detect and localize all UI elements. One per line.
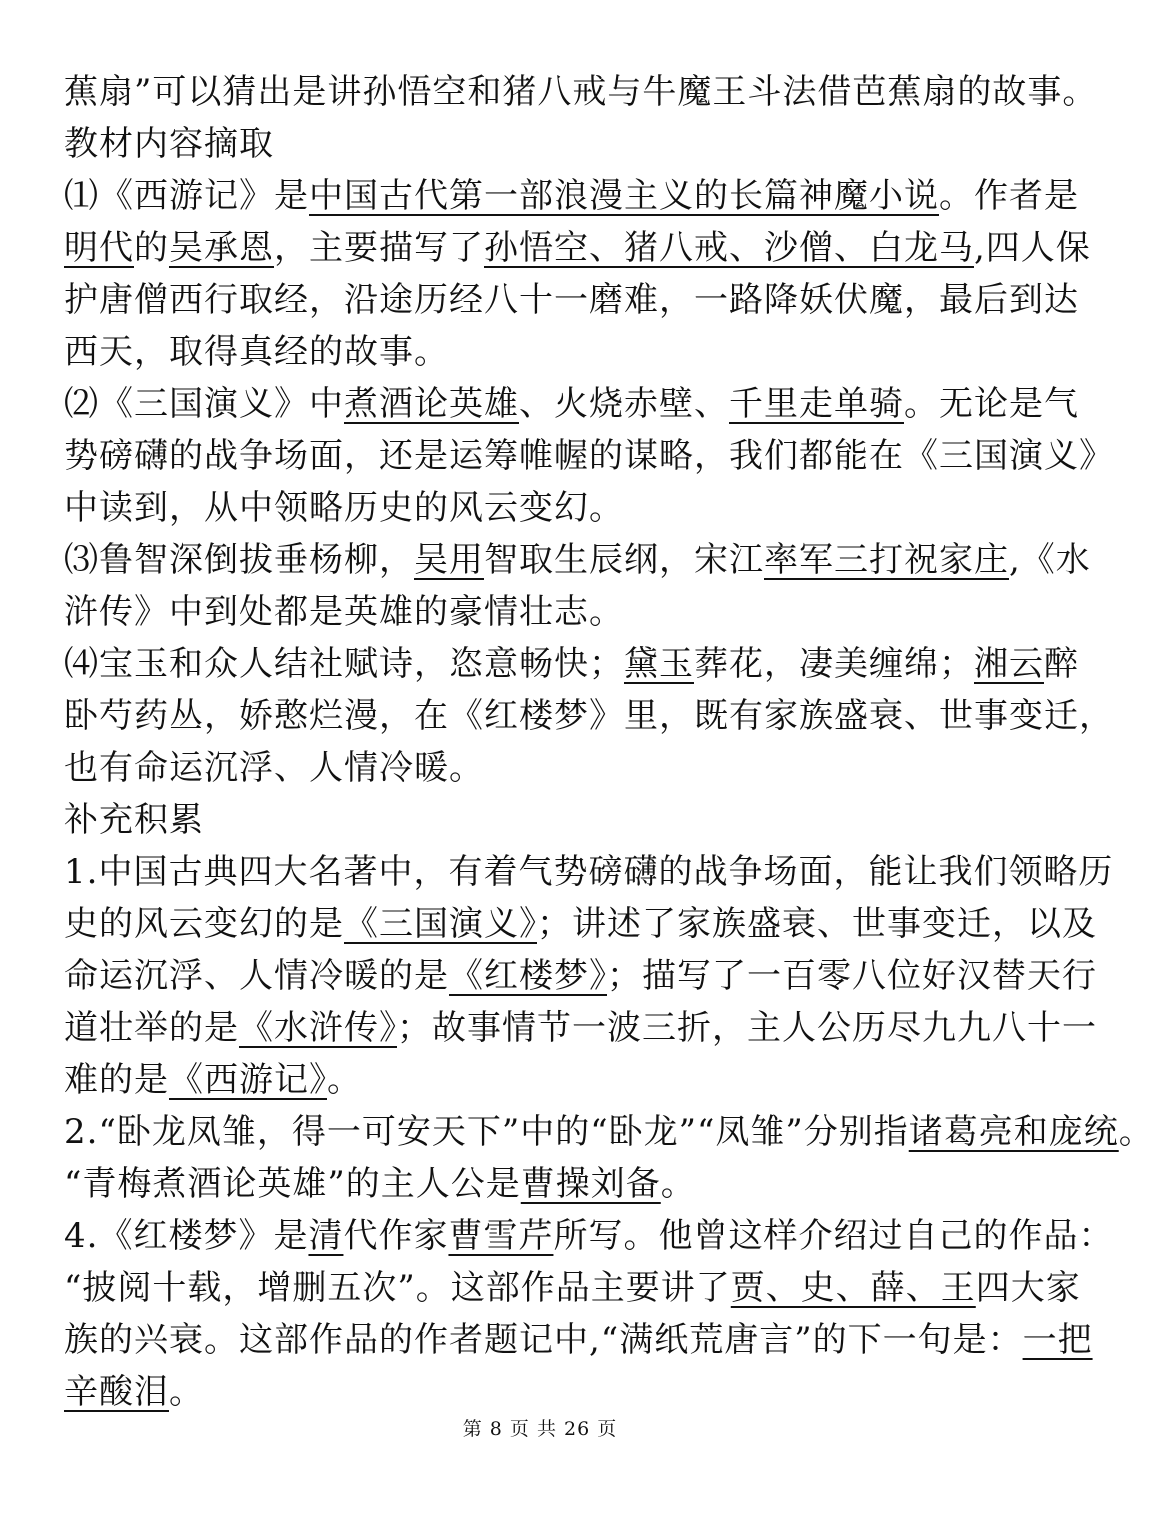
underlined-answer: 吴用 xyxy=(414,540,484,580)
text-segment: 护唐僧西行取经，沿途历经八十一磨难，一路降妖伏魔，最后到达 xyxy=(64,280,1079,320)
text-line xyxy=(64,586,1020,638)
underlined-answer: 千里走单骑 xyxy=(729,384,904,424)
underlined-answer: 曹雪芹 xyxy=(448,1216,554,1256)
text-segment: “披阅十载，增删五次”。这部作品主要讲了 xyxy=(64,1268,731,1308)
text-segment: 也有命运沉浮、人情冷暖。 xyxy=(64,748,484,788)
text-segment: 的 xyxy=(134,228,169,268)
text-segment: 。 xyxy=(1118,1112,1154,1152)
document-body xyxy=(64,66,1154,1418)
text-segment: 命运沉浮、人情冷暖的是 xyxy=(64,956,449,996)
text-line xyxy=(64,66,1098,118)
text-segment: 2.“卧龙凤雏，得一可安天下”中的“卧龙”“凤雏”分别指 xyxy=(64,1112,909,1152)
text-segment: 势磅礴的战争场面，还是运筹帷幄的谋略，我们都能在《三国演义》 xyxy=(64,436,1114,476)
text-segment: 智取生辰纲，宋江 xyxy=(484,540,764,580)
text-segment: 教材内容摘取 xyxy=(64,124,274,164)
text-segment: ；故事情节一波三折，主人公历尽九九八十一 xyxy=(397,1008,1097,1048)
text-segment: 。 xyxy=(660,1164,696,1204)
text-line xyxy=(64,690,1114,742)
text-segment: 所写。他曾这样介绍过自己的作品： xyxy=(553,1216,1114,1256)
text-line xyxy=(64,1314,1093,1366)
underlined-answer: 黛玉 xyxy=(624,644,694,684)
text-segment: 1.中国古典四大名著中，有着气势磅礴的战争场面，能让我们领略历 xyxy=(64,852,1114,892)
text-segment: 。无论是气 xyxy=(904,384,1079,424)
text-line xyxy=(64,274,1079,326)
text-segment: ；描写了一百零八位好汉替天行 xyxy=(607,956,1097,996)
text-line xyxy=(64,846,1114,898)
text-line xyxy=(64,170,1079,222)
underlined-answer: 率军三打祝家庄 xyxy=(764,540,1009,580)
underlined-answer: 清 xyxy=(308,1216,344,1256)
underlined-answer: 《三国演义》 xyxy=(344,904,537,944)
text-segment: 醉 xyxy=(1044,644,1079,684)
text-segment: 四大家 xyxy=(975,1268,1081,1308)
text-segment: 。 xyxy=(327,1060,362,1100)
text-segment: 补充积累 xyxy=(64,800,204,840)
text-segment: 道壮举的是 xyxy=(64,1008,239,1048)
text-segment: 葬花，凄美缠绵； xyxy=(694,644,974,684)
text-segment: ，主要描写了 xyxy=(274,228,484,268)
underlined-answer: 一把 xyxy=(1022,1320,1093,1360)
text-segment: ⑶鲁智深倒拔垂杨柳， xyxy=(64,540,414,580)
text-line xyxy=(64,1158,1020,1210)
text-segment: ,《水 xyxy=(1009,540,1091,580)
text-segment: 难的是 xyxy=(64,1060,169,1100)
text-line xyxy=(64,898,1097,950)
underlined-answer: 贾、史、薛、王 xyxy=(730,1268,976,1308)
text-line xyxy=(64,638,1079,690)
underlined-answer: 诸葛亮和庞统 xyxy=(908,1112,1119,1152)
text-line xyxy=(64,1262,1081,1314)
text-segment: 族的兴衰。这部作品的作者题记中,“满纸荒唐言”的下一句是： xyxy=(64,1320,1023,1360)
text-line xyxy=(64,794,1020,846)
underlined-answer: 煮酒论英雄 xyxy=(344,384,519,424)
text-line xyxy=(64,1054,1020,1106)
text-segment: 、火烧赤壁、 xyxy=(519,384,729,424)
text-line xyxy=(64,742,1020,794)
underlined-answer: 《水浒传》 xyxy=(239,1008,397,1048)
text-segment: ⑷宝玉和众人结社赋诗，恣意畅快； xyxy=(64,644,624,684)
text-segment: “青梅煮酒论英雄”的主人公是 xyxy=(64,1164,521,1204)
text-segment: 蕉扇”可以猜出是讲孙悟空和猪八戒与牛魔王斗法借芭蕉扇的故事。 xyxy=(64,72,1098,112)
text-line xyxy=(64,1366,1020,1418)
underlined-answer: 辛酸泪 xyxy=(64,1372,169,1412)
page-number-footer: 第 8 页 共 26 页 xyxy=(462,1418,618,1440)
text-line xyxy=(64,430,1114,482)
text-segment: ,四人保 xyxy=(974,228,1091,268)
text-segment: 代作家 xyxy=(343,1216,449,1256)
text-line xyxy=(64,482,1020,534)
text-segment: 史的风云变幻的是 xyxy=(64,904,344,944)
underlined-answer: 曹操刘备 xyxy=(520,1164,661,1204)
text-line xyxy=(64,326,1020,378)
text-segment: ⑴《西游记》是 xyxy=(64,176,309,216)
text-segment: 4.《红楼梦》是 xyxy=(64,1216,309,1256)
text-segment: 。作者是 xyxy=(939,176,1079,216)
text-line xyxy=(64,118,1020,170)
text-line xyxy=(64,1210,1114,1262)
text-line xyxy=(64,534,1091,586)
text-segment: 。 xyxy=(169,1372,204,1412)
text-segment: 中读到，从中领略历史的风云变幻。 xyxy=(64,488,624,528)
text-segment: 卧芍药丛，娇憨烂漫，在《红楼梦》里，既有家族盛衰、世事变迁， xyxy=(64,696,1114,736)
text-line xyxy=(64,1002,1097,1054)
underlined-answer: 中国古代第一部浪漫主义的长篇神魔小说 xyxy=(309,176,939,216)
text-line xyxy=(64,1106,1154,1158)
text-line xyxy=(64,222,1091,274)
underlined-answer: 湘云 xyxy=(974,644,1044,684)
text-line xyxy=(64,950,1097,1002)
underlined-answer: 明代 xyxy=(64,228,134,268)
text-segment: 浒传》中到处都是英雄的豪情壮志。 xyxy=(64,592,624,632)
underlined-answer: 《西游记》 xyxy=(169,1060,327,1100)
underlined-answer: 吴承恩 xyxy=(169,228,274,268)
text-segment: 西天，取得真经的故事。 xyxy=(64,332,449,372)
underlined-answer: 孙悟空、猪八戒、沙僧、白龙马 xyxy=(484,228,974,268)
text-segment: ；讲述了家族盛衰、世事变迁，以及 xyxy=(537,904,1097,944)
text-line xyxy=(64,378,1079,430)
underlined-answer: 《红楼梦》 xyxy=(449,956,607,996)
text-segment: ⑵《三国演义》中 xyxy=(64,384,344,424)
